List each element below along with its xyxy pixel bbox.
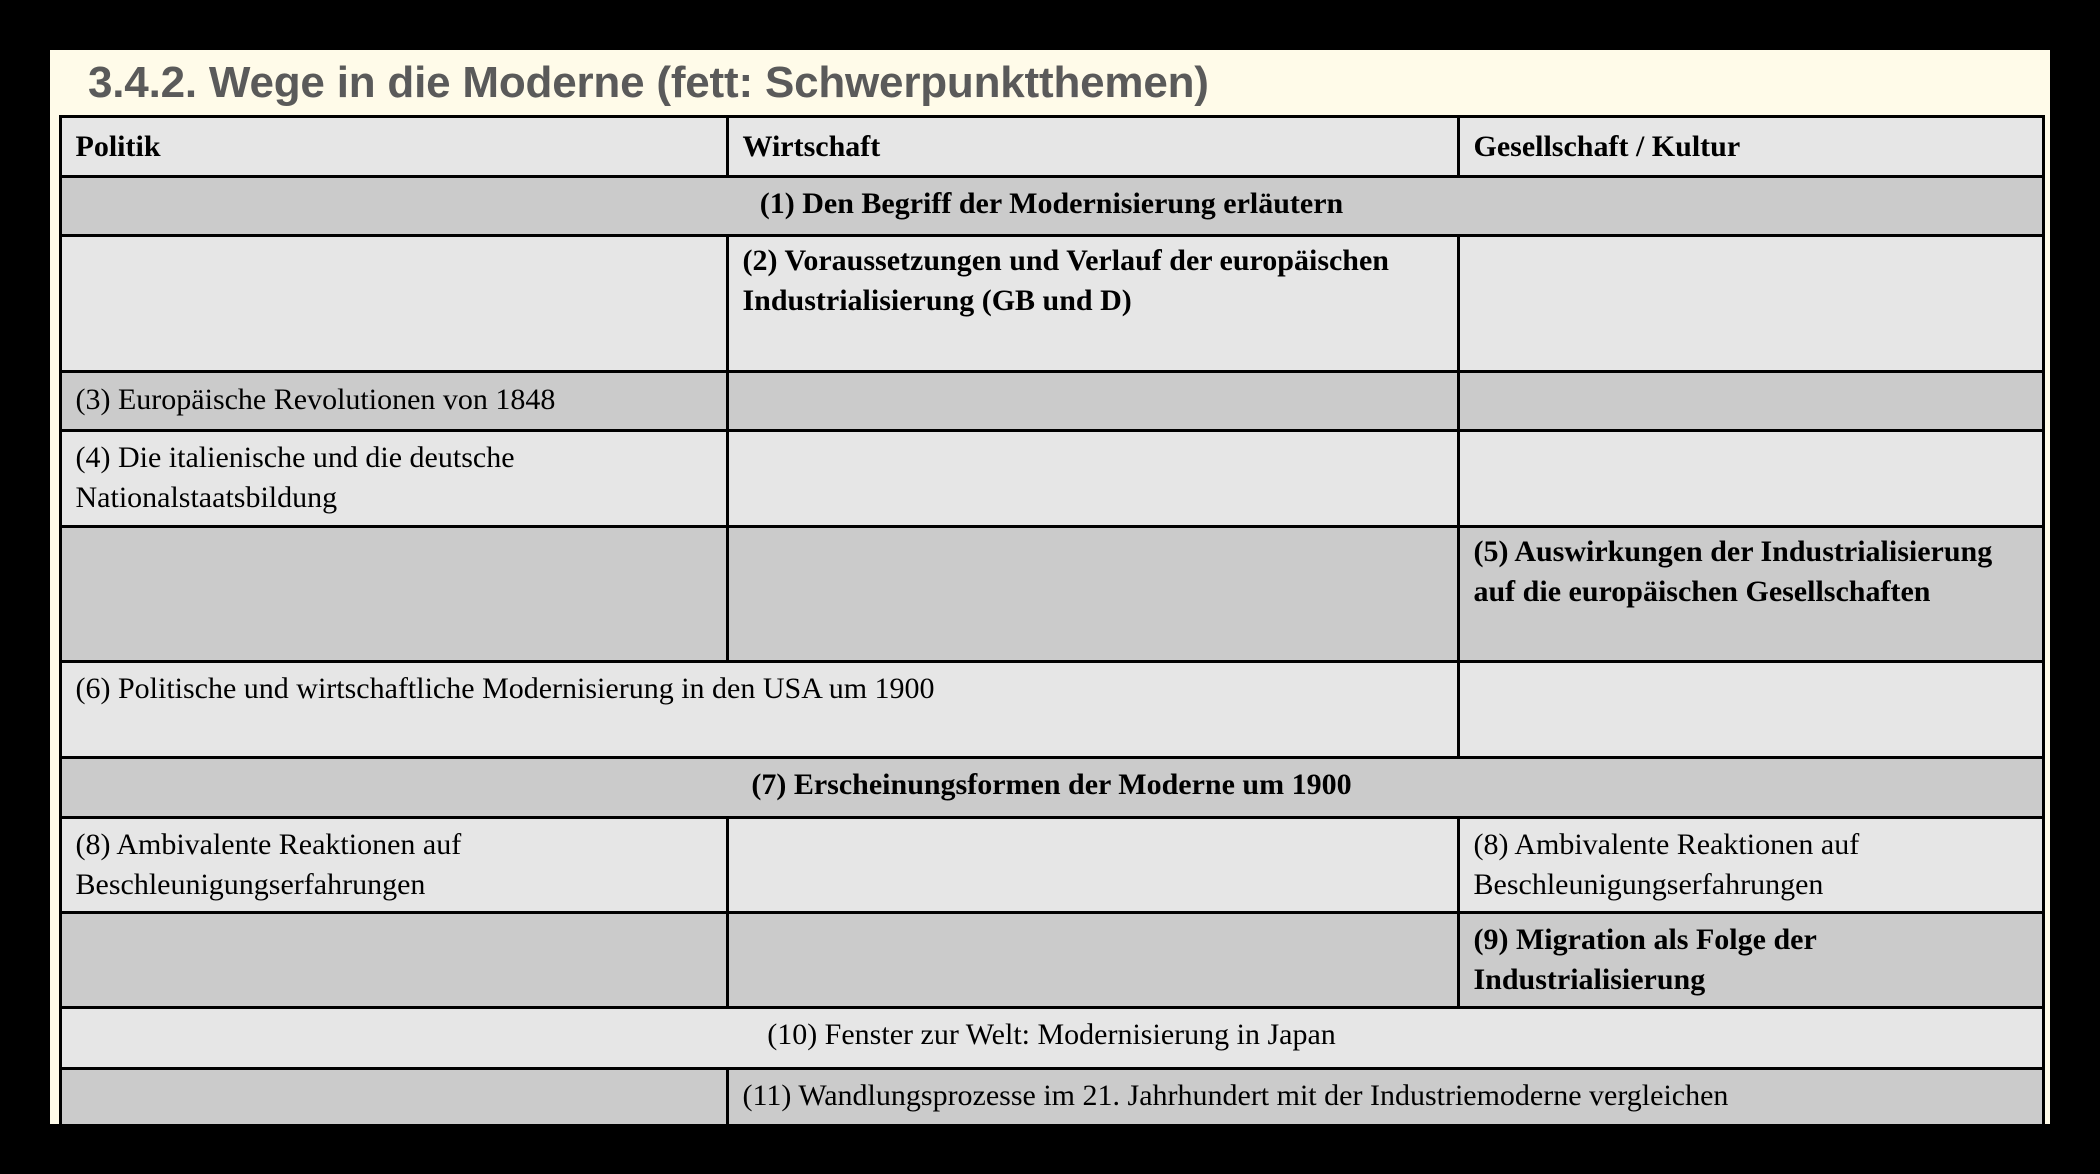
row-2-politik [59,234,729,373]
row-8-gesellschaft: (8) Ambivalente Reaktionen auf Beschleunigungserfahrungen [1457,816,2045,914]
row-3-gesellschaft [1457,370,2045,432]
header-wirtschaft: Wirtschaft [726,115,1460,178]
table-row-1: (1) Den Begriff der Modernisierung erläutern [59,175,2045,237]
row-11-politik [59,1067,729,1125]
row-4-wirtschaft [726,429,1460,528]
header-gesellschaft-kultur: Gesellschaft / Kultur [1457,115,2045,178]
row-9-politik [59,911,729,1009]
table-row-7: (7) Erscheinungsformen der Moderne um 1900 [59,756,2045,819]
row-9-wirtschaft [726,911,1460,1009]
row-2-gesellschaft [1457,234,2045,373]
row-2-text: (2) Voraussetzungen und Verlauf der europäischen Industrialisierung (GB und D) [742,243,1389,317]
row-6-gesellschaft [1457,660,2045,759]
row-3-wirtschaft [726,370,1460,432]
row-11-wirtschaft-gesellschaft: (11) Wandlungsprozesse im 21. Jahrhundert mit der Industriemoderne vergleichen [726,1067,2045,1125]
row-3-politik: (3) Europäische Revolutionen von 1848 [59,370,729,432]
header-politik: Politik [59,115,729,178]
slide-panel [50,50,2050,1124]
row-4-politik: (4) Die italienische und die deutsche Nationalstaatsbildung [59,429,729,528]
row-8-politik: (8) Ambivalente Reaktionen auf Beschleunigungserfahrungen [59,816,729,914]
row-5-gesellschaft: (5) Auswirkungen der Industrialisierung auf die europäischen Gesellschaften [1457,525,2045,663]
row-6-politik-wirtschaft: (6) Politische und wirtschaftliche Modernisierung in den USA um 1900 [59,660,1460,759]
row-2-wirtschaft [726,234,1460,373]
page-title: 3.4.2. Wege in die Moderne (fett: Schwerpunktthemen) [88,58,1209,107]
row-5-wirtschaft [726,525,1460,663]
row-5-politik [59,525,729,663]
curriculum-table [60,116,2043,1124]
table-row-10: (10) Fenster zur Welt: Modernisierung in Japan [59,1006,2045,1070]
row-4-gesellschaft [1457,429,2045,528]
row-8-wirtschaft [726,816,1460,914]
row-9-gesellschaft: (9) Migration als Folge der Industrialisierung [1457,911,2045,1009]
